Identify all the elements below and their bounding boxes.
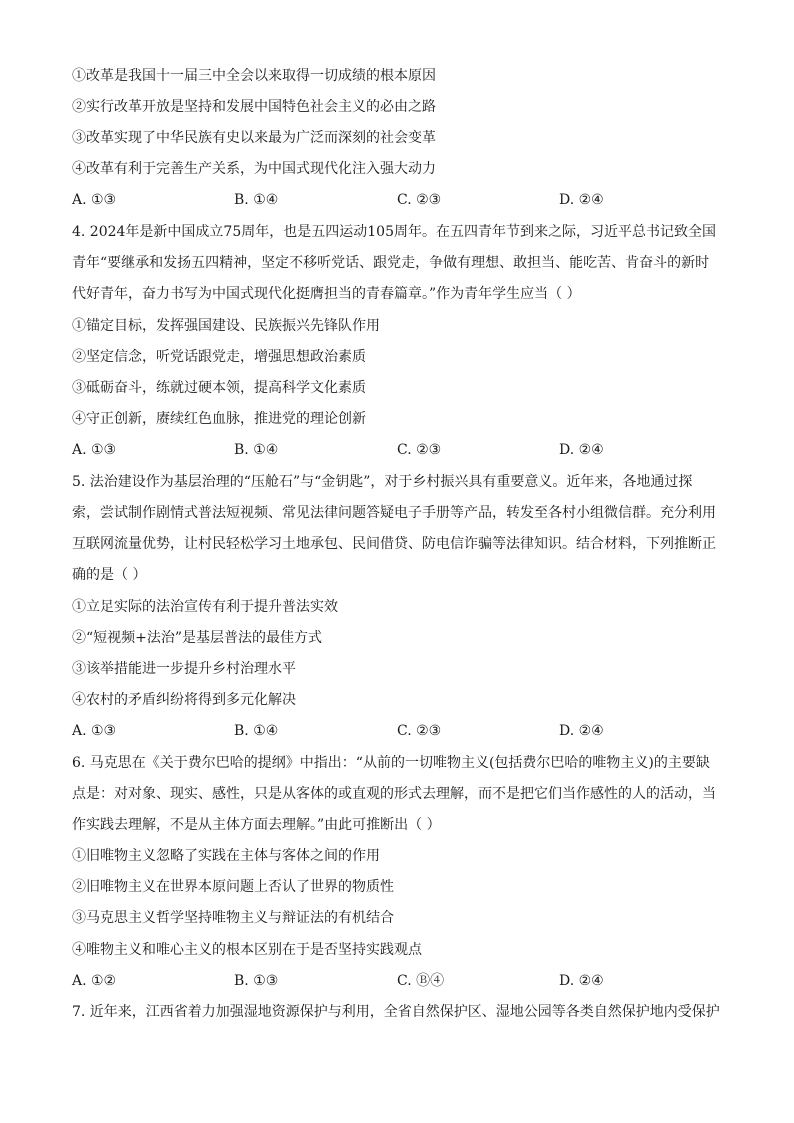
q4-statement-4: ④守正创新，赓续红色血脉，推进党的理论创新 xyxy=(72,411,366,427)
q3-statement-2: ②实行改革开放是坚持和发展中国特色社会主义的必由之路 xyxy=(72,99,436,115)
q4-statement-2: ②坚定信念，听党话跟党走，增强思想政治素质 xyxy=(72,349,366,365)
q5-option-b: B. ①④ xyxy=(234,723,279,739)
q4-option-d: D. ②④ xyxy=(559,442,604,458)
q5-statement-3: ③该举措能进一步提升乡村治理水平 xyxy=(72,661,296,677)
q6-statement-2: ②旧唯物主义在世界本原问题上否认了世界的物质性 xyxy=(72,879,394,895)
q3-option-a: A. ①③ xyxy=(72,192,117,208)
q5-option-d: D. ②④ xyxy=(559,723,604,739)
q6-stem-line-2: 点是：对对象、现实、感性，只是从客体的或直观的形式去理解，而不是把它们当作感性的人的活动，当 xyxy=(72,786,716,802)
q5-statement-4: ④农村的矛盾纠纷将得到多元化解决 xyxy=(72,692,296,708)
q4-statement-1: ①锚定目标，发挥强国建设、民族振兴先锋队作用 xyxy=(72,318,380,334)
q6-option-c: C. Ⓑ④ xyxy=(397,973,445,989)
q4-stem-line-2: 青年“要继承和发扬五四精神，坚定不移听党话、跟党走，争做有理想、敢担当、能吃苦、肯奋斗的新时 xyxy=(72,255,710,271)
q6-statement-3: ③马克思主义哲学坚持唯物主义与辩证法的有机结合 xyxy=(72,910,394,926)
q5-stem-line-4: 确的是（ ） xyxy=(72,567,147,583)
q3-option-d: D. ②④ xyxy=(559,192,604,208)
q3-option-b: B. ①④ xyxy=(234,192,279,208)
q4-option-a: A. ①③ xyxy=(72,442,117,458)
q6-options xyxy=(72,971,732,991)
q3-options xyxy=(72,190,732,210)
q5-option-a: A. ①③ xyxy=(72,723,117,739)
q7-stem-line-1: 7. 近年来，江西省着力加强湿地资源保护与利用，全省自然保护区、湿地公园等各类自然保护地内受保护 xyxy=(72,1004,720,1020)
q3-option-c: C. ②③ xyxy=(397,192,442,208)
q4-stem-line-1: 4. 2024年是新中国成立75周年，也是五四运动105周年。在五四青年节到来之际，习近平总书记致全国 xyxy=(72,224,716,240)
q5-option-c: C. ②③ xyxy=(397,723,442,739)
q3-statement-1: ①改革是我国十一届三中全会以来取得一切成绩的根本原因 xyxy=(72,68,436,84)
q4-statement-3: ③砥砺奋斗，练就过硬本领，提高科学文化素质 xyxy=(72,380,366,396)
q6-option-d: D. ②④ xyxy=(559,973,604,989)
q4-stem-line-3: 代好青年，奋力书写为中国式现代化挺膺担当的青春篇章。”作为青年学生应当（ ） xyxy=(72,286,581,302)
q5-options xyxy=(72,721,732,741)
q5-stem-line-2: 索，尝试制作剧情式普法短视频、常见法律问题答疑电子手册等产品，转发至各村小组微信群。充分利用 xyxy=(72,505,716,521)
q5-stem-line-1: 5. 法治建设作为基层治理的“压舱石”与“金钥匙”，对于乡村振兴具有重要意义。近年来，各地通过探 xyxy=(72,474,693,490)
q6-option-b: B. ①③ xyxy=(234,973,279,989)
q5-stem-line-3: 互联网流量优势，让村民轻松学习土地承包、民间借贷、防电信诈骗等法律知识。结合材料，下列推断正 xyxy=(72,536,716,552)
q5-statement-1: ①立足实际的法治宣传有利于提升普法实效 xyxy=(72,599,338,615)
q4-option-b: B. ①④ xyxy=(234,442,279,458)
q3-statement-3: ③改革实现了中华民族有史以来最为广泛而深刻的社会变革 xyxy=(72,130,436,146)
q6-stem-line-1: 6. 马克思在《关于费尔巴哈的提纲》中指出：“从前的一切唯物主义(包括费尔巴哈的唯物主义)的主要缺 xyxy=(72,755,710,771)
q6-stem-line-3: 作实践去理解，不是从主体方面去理解。”由此可推断出（ ） xyxy=(72,817,441,833)
q3-statement-4: ④改革有利于完善生产关系，为中国式现代化注入强大动力 xyxy=(72,161,436,177)
q6-statement-4: ④唯物主义和唯心主义的根本区别在于是否坚持实践观点 xyxy=(72,942,422,958)
q6-option-a: A. ①② xyxy=(72,973,117,989)
q5-statement-2: ②“短视频+法治”是基层普法的最佳方式 xyxy=(72,630,323,646)
q6-statement-1: ①旧唯物主义忽略了实践在主体与客体之间的作用 xyxy=(72,848,380,864)
q4-options xyxy=(72,440,732,460)
q4-option-c: C. ②③ xyxy=(397,442,442,458)
